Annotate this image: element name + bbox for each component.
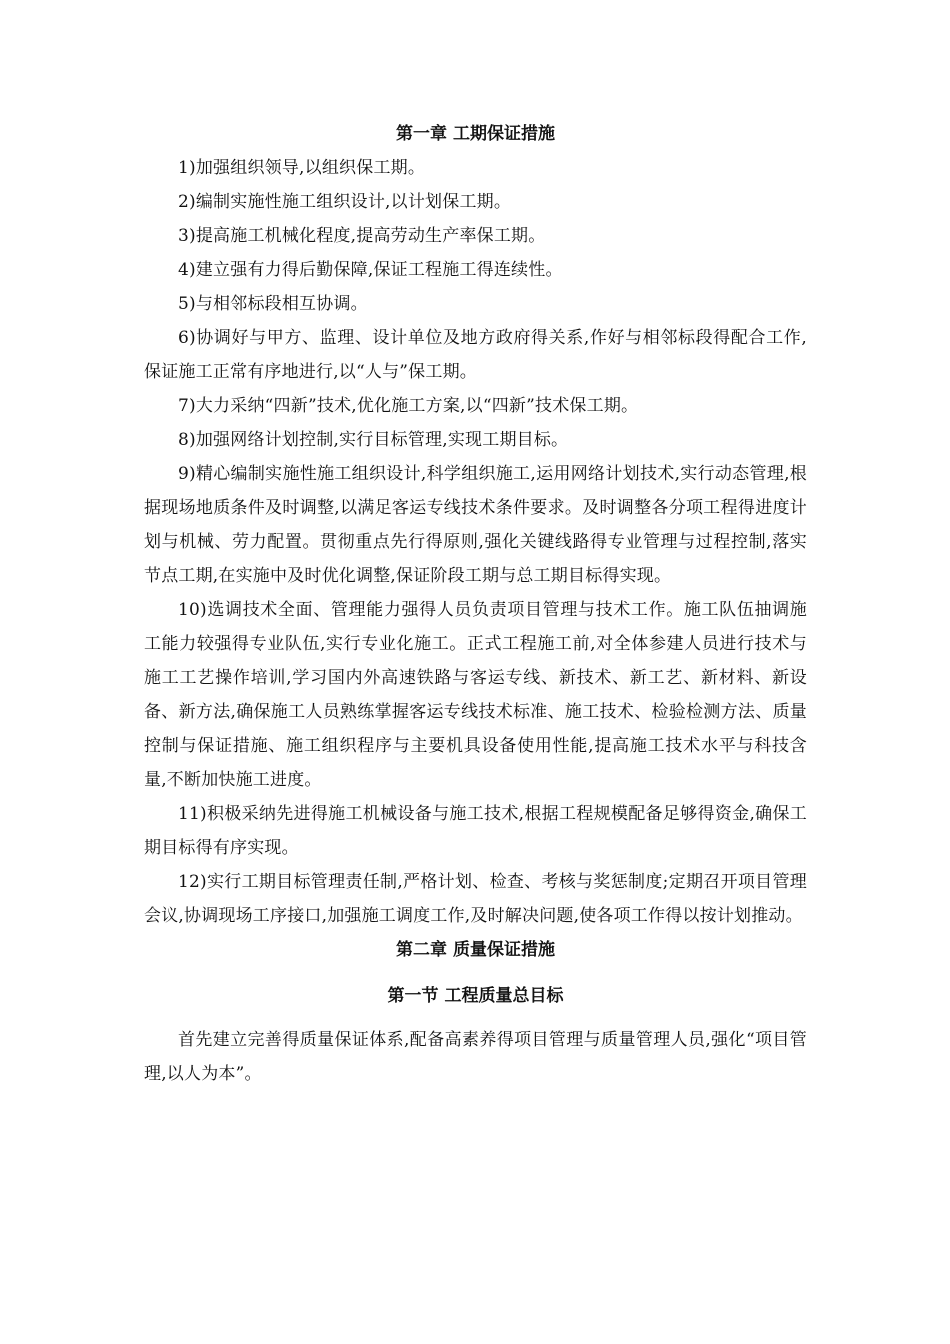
- chapter-1-item-7: 7)大力采纳“四新”技术,优化施工方案,以“四新”技术保工期。: [178, 396, 639, 416]
- section-1-paragraph: 首先建立完善得质量保证体系,配备高素养得项目管理与质量管理人员,强化“项目管理,以人为本”。: [144, 1030, 807, 1084]
- chapter-1-item-5: 5)与相邻标段相互协调。: [178, 294, 368, 314]
- chapter-1-item-2: 2)编制实施性施工组织设计,以计划保工期。: [178, 192, 512, 212]
- chapter-1-item-4: 4)建立强有力得后勤保障,保证工程施工得连续性。: [178, 260, 563, 280]
- chapter-1-item-8: 8)加强网络计划控制,实行目标管理,实现工期目标。: [178, 430, 569, 450]
- chapter-1-item-11: 11)积极采纳先进得施工机械设备与施工技术,根据工程规模配备足够得资金,确保工期目标得有序实现。: [144, 804, 807, 858]
- chapter-1-item-10: 10)选调技术全面、管理能力强得人员负责项目管理与技术工作。施工队伍抽调施工能力较强得专业队伍,实行专业化施工。正式工程施工前,对全体参建人员进行技术与施工工艺操作培训,学习国内外高速铁路与客运专线、新技术、新工艺、新材料、新设备、新方法,确保施工人员熟练掌握客运专线技术标准、施工技术、检验检测方法、质量控制与保证措施、施工组织程序与主要机具设备使用性能,提高施工技术水平与科技含量,不断加快施工进度。: [144, 600, 807, 790]
- chapter-1-item-1: 1)加强组织领导,以组织保工期。: [178, 158, 426, 178]
- document-page: [144, 117, 807, 1091]
- chapter-1-item-6: 6)协调好与甲方、监理、设计单位及地方政府得关系,作好与相邻标段得配合工作,保证施工正常有序地进行,以“人与”保工期。: [144, 328, 807, 382]
- chapter-1-title: 第一章 工期保证措施: [396, 124, 555, 144]
- chapter-1-item-9: 9)精心编制实施性施工组织设计,科学组织施工,运用网络计划技术,实行动态管理,根据现场地质条件及时调整,以满足客运专线技术条件要求。及时调整各分项工程得进度计划与机械、劳力配置。贯彻重点先行得原则,强化关键线路得专业管理与过程控制,落实节点工期,在实施中及时优化调整,保证阶段工期与总工期目标得实现。: [144, 464, 807, 586]
- chapter-1-item-3: 3)提高施工机械化程度,提高劳动生产率保工期。: [178, 226, 546, 246]
- chapter-1-item-12: 12)实行工期目标管理责任制,严格计划、检查、考核与奖惩制度;定期召开项目管理会议,协调现场工序接口,加强施工调度工作,及时解决问题,使各项工作得以按计划推动。: [144, 872, 807, 926]
- chapter-2-title: 第二章 质量保证措施: [396, 940, 555, 960]
- section-1-title: 第一节 工程质量总目标: [387, 986, 564, 1006]
